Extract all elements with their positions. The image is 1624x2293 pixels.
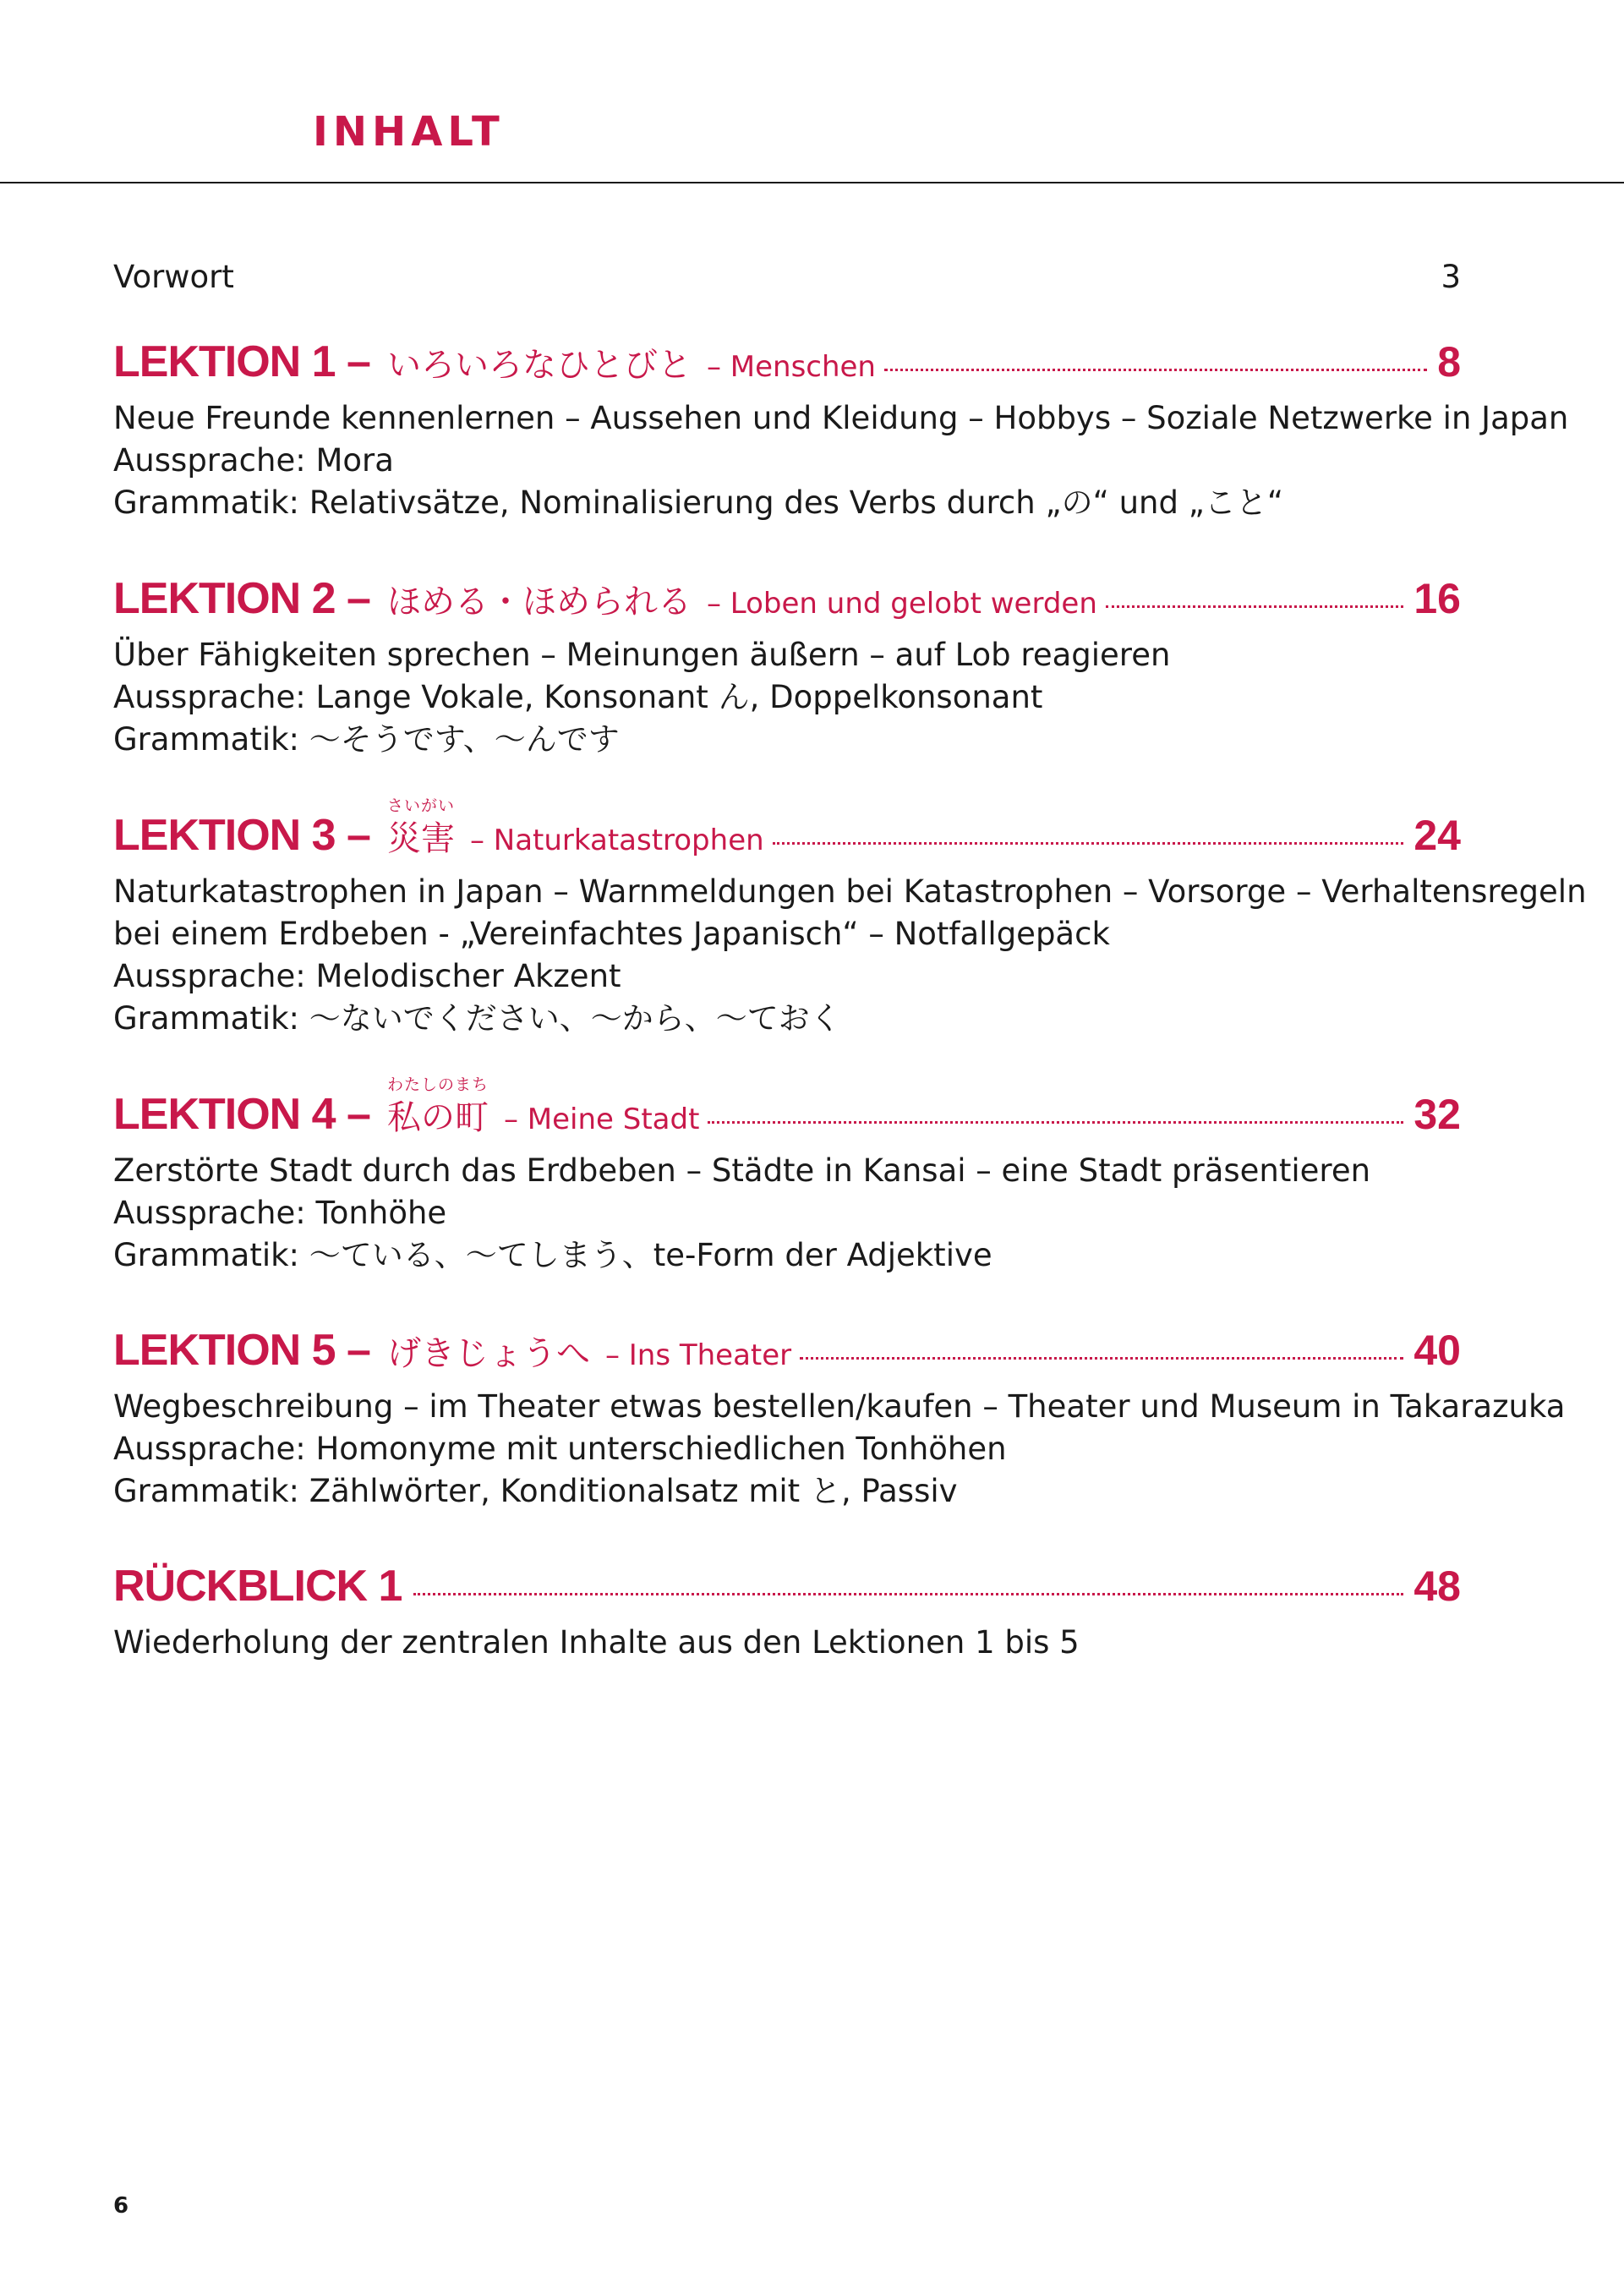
vorwort-page: 3 [1441, 259, 1461, 295]
page-heading: INHALT [313, 108, 505, 156]
toc-entry-vorwort[interactable] [113, 257, 1461, 298]
lesson-title: – Loben und gelobt werden [706, 587, 1097, 621]
furigana: わたしのまち [386, 1075, 489, 1094]
lesson-heading [113, 337, 1461, 391]
dot-leader [800, 1357, 1403, 1360]
review-page: 48 [1413, 1562, 1461, 1610]
toc-entry-lektion-2[interactable] [113, 573, 1461, 761]
lesson-title: – Meine Stadt [503, 1103, 700, 1136]
lesson-description [113, 1386, 1566, 1513]
lesson-topics: Naturkatastrophen in Japan – Warnmeldungen bei Katastrophen – Vorsorge – Verhaltensregeln [113, 873, 1587, 910]
lesson-topics: Zerstörte Stadt durch das Erdbeben – Städte in Kansai – eine Stadt präsentieren [113, 1152, 1371, 1189]
lesson-grammar: Grammatik: Zählwörter, Konditionalsatz mit と, Passiv [113, 1473, 958, 1509]
toc-entry-lektion-3[interactable] [113, 796, 1587, 1040]
dot-leader [413, 1593, 1403, 1595]
lesson-pronunciation: Aussprache: Tonhöhe [113, 1195, 447, 1231]
header-divider [0, 182, 1624, 183]
review-summary: Wiederholung der zentralen Inhalte aus den Lektionen 1 bis 5 [113, 1624, 1080, 1661]
lesson-pronunciation: Aussprache: Homonyme mit unterschiedlichen Tonhöhen [113, 1431, 1007, 1467]
lesson-japanese-title: ほめる・ほめられる [386, 583, 692, 621]
lesson-pronunciation: Aussprache: Lange Vokale, Konsonant ん, Doppelkonsonant [113, 679, 1043, 715]
lesson-heading [113, 1325, 1461, 1379]
lesson-japanese-title [386, 796, 455, 860]
lesson-grammar: Grammatik: 〜そうです、〜んです [113, 721, 620, 758]
lesson-page: 32 [1413, 1091, 1461, 1138]
lesson-grammar: Grammatik: 〜ないでください、〜から、〜ておく [113, 1000, 841, 1037]
lesson-japanese-title [386, 1075, 489, 1139]
lesson-topics-continued: bei einem Erdbeben - „Vereinfachtes Japanisch“ – Notfallgepäck [113, 916, 1110, 952]
lesson-topics: Neue Freunde kennenlernen – Aussehen und Kleidung – Hobbys – Soziale Netzwerke in Japan [113, 400, 1569, 436]
lesson-grammar: Grammatik: 〜ている、〜てしまう、te-Form der Adjektive [113, 1237, 992, 1273]
lesson-heading [113, 1075, 1461, 1143]
lesson-topics: Wegbeschreibung – im Theater etwas bestellen/kaufen – Theater und Museum in Takarazuka [113, 1388, 1566, 1425]
lesson-description [113, 634, 1461, 761]
dot-leader [773, 842, 1404, 845]
lesson-description [113, 1150, 1461, 1277]
lesson-label: LEKTION 4 – [113, 1090, 370, 1139]
lesson-pronunciation: Aussprache: Melodischer Akzent [113, 958, 621, 994]
page-number: 6 [113, 2193, 129, 2219]
lesson-japanese-title: いろいろなひとびと [386, 346, 692, 385]
lesson-heading [113, 796, 1461, 864]
lesson-topics: Über Fähigkeiten sprechen – Meinungen äußern – auf Lob reagieren [113, 637, 1171, 673]
lesson-page: 8 [1437, 338, 1461, 386]
lesson-pronunciation: Aussprache: Mora [113, 442, 394, 479]
lesson-japanese-title: げきじょうへ [386, 1334, 590, 1373]
lesson-page: 16 [1413, 575, 1461, 622]
toc-entry-lektion-1[interactable] [113, 337, 1569, 524]
lesson-title: – Ins Theater [604, 1338, 792, 1372]
dot-leader [708, 1121, 1403, 1124]
dot-leader [884, 369, 1427, 371]
review-label: RÜCKBLICK 1 [113, 1562, 402, 1611]
toc-entry-rueckblick-1[interactable] [113, 1561, 1461, 1664]
lesson-label: LEKTION 5 – [113, 1326, 370, 1375]
review-description [113, 1622, 1461, 1664]
lesson-grammar: Grammatik: Relativsätze, Nominalisierung des Verbs durch „の“ und „こと“ [113, 484, 1284, 521]
lesson-description [113, 871, 1587, 1040]
lesson-heading [113, 573, 1461, 627]
lesson-description [113, 397, 1569, 524]
lesson-label: LEKTION 2 – [113, 574, 370, 623]
furigana: さいがい [386, 796, 455, 815]
lesson-label: LEKTION 1 – [113, 337, 370, 386]
lesson-page: 40 [1413, 1327, 1461, 1374]
dot-leader [1106, 605, 1404, 608]
lesson-title: – Naturkatastrophen [469, 824, 764, 857]
lesson-title: – Menschen [706, 350, 876, 384]
lesson-label: LEKTION 3 – [113, 811, 370, 860]
kanji-title: 私の町 [386, 1098, 489, 1137]
lesson-page: 24 [1413, 812, 1461, 859]
vorwort-label: Vorwort [113, 259, 234, 295]
kanji-title: 災害 [386, 819, 455, 858]
review-heading [113, 1561, 1461, 1615]
toc-entry-lektion-4[interactable] [113, 1075, 1461, 1277]
toc-entry-lektion-5[interactable] [113, 1325, 1566, 1513]
